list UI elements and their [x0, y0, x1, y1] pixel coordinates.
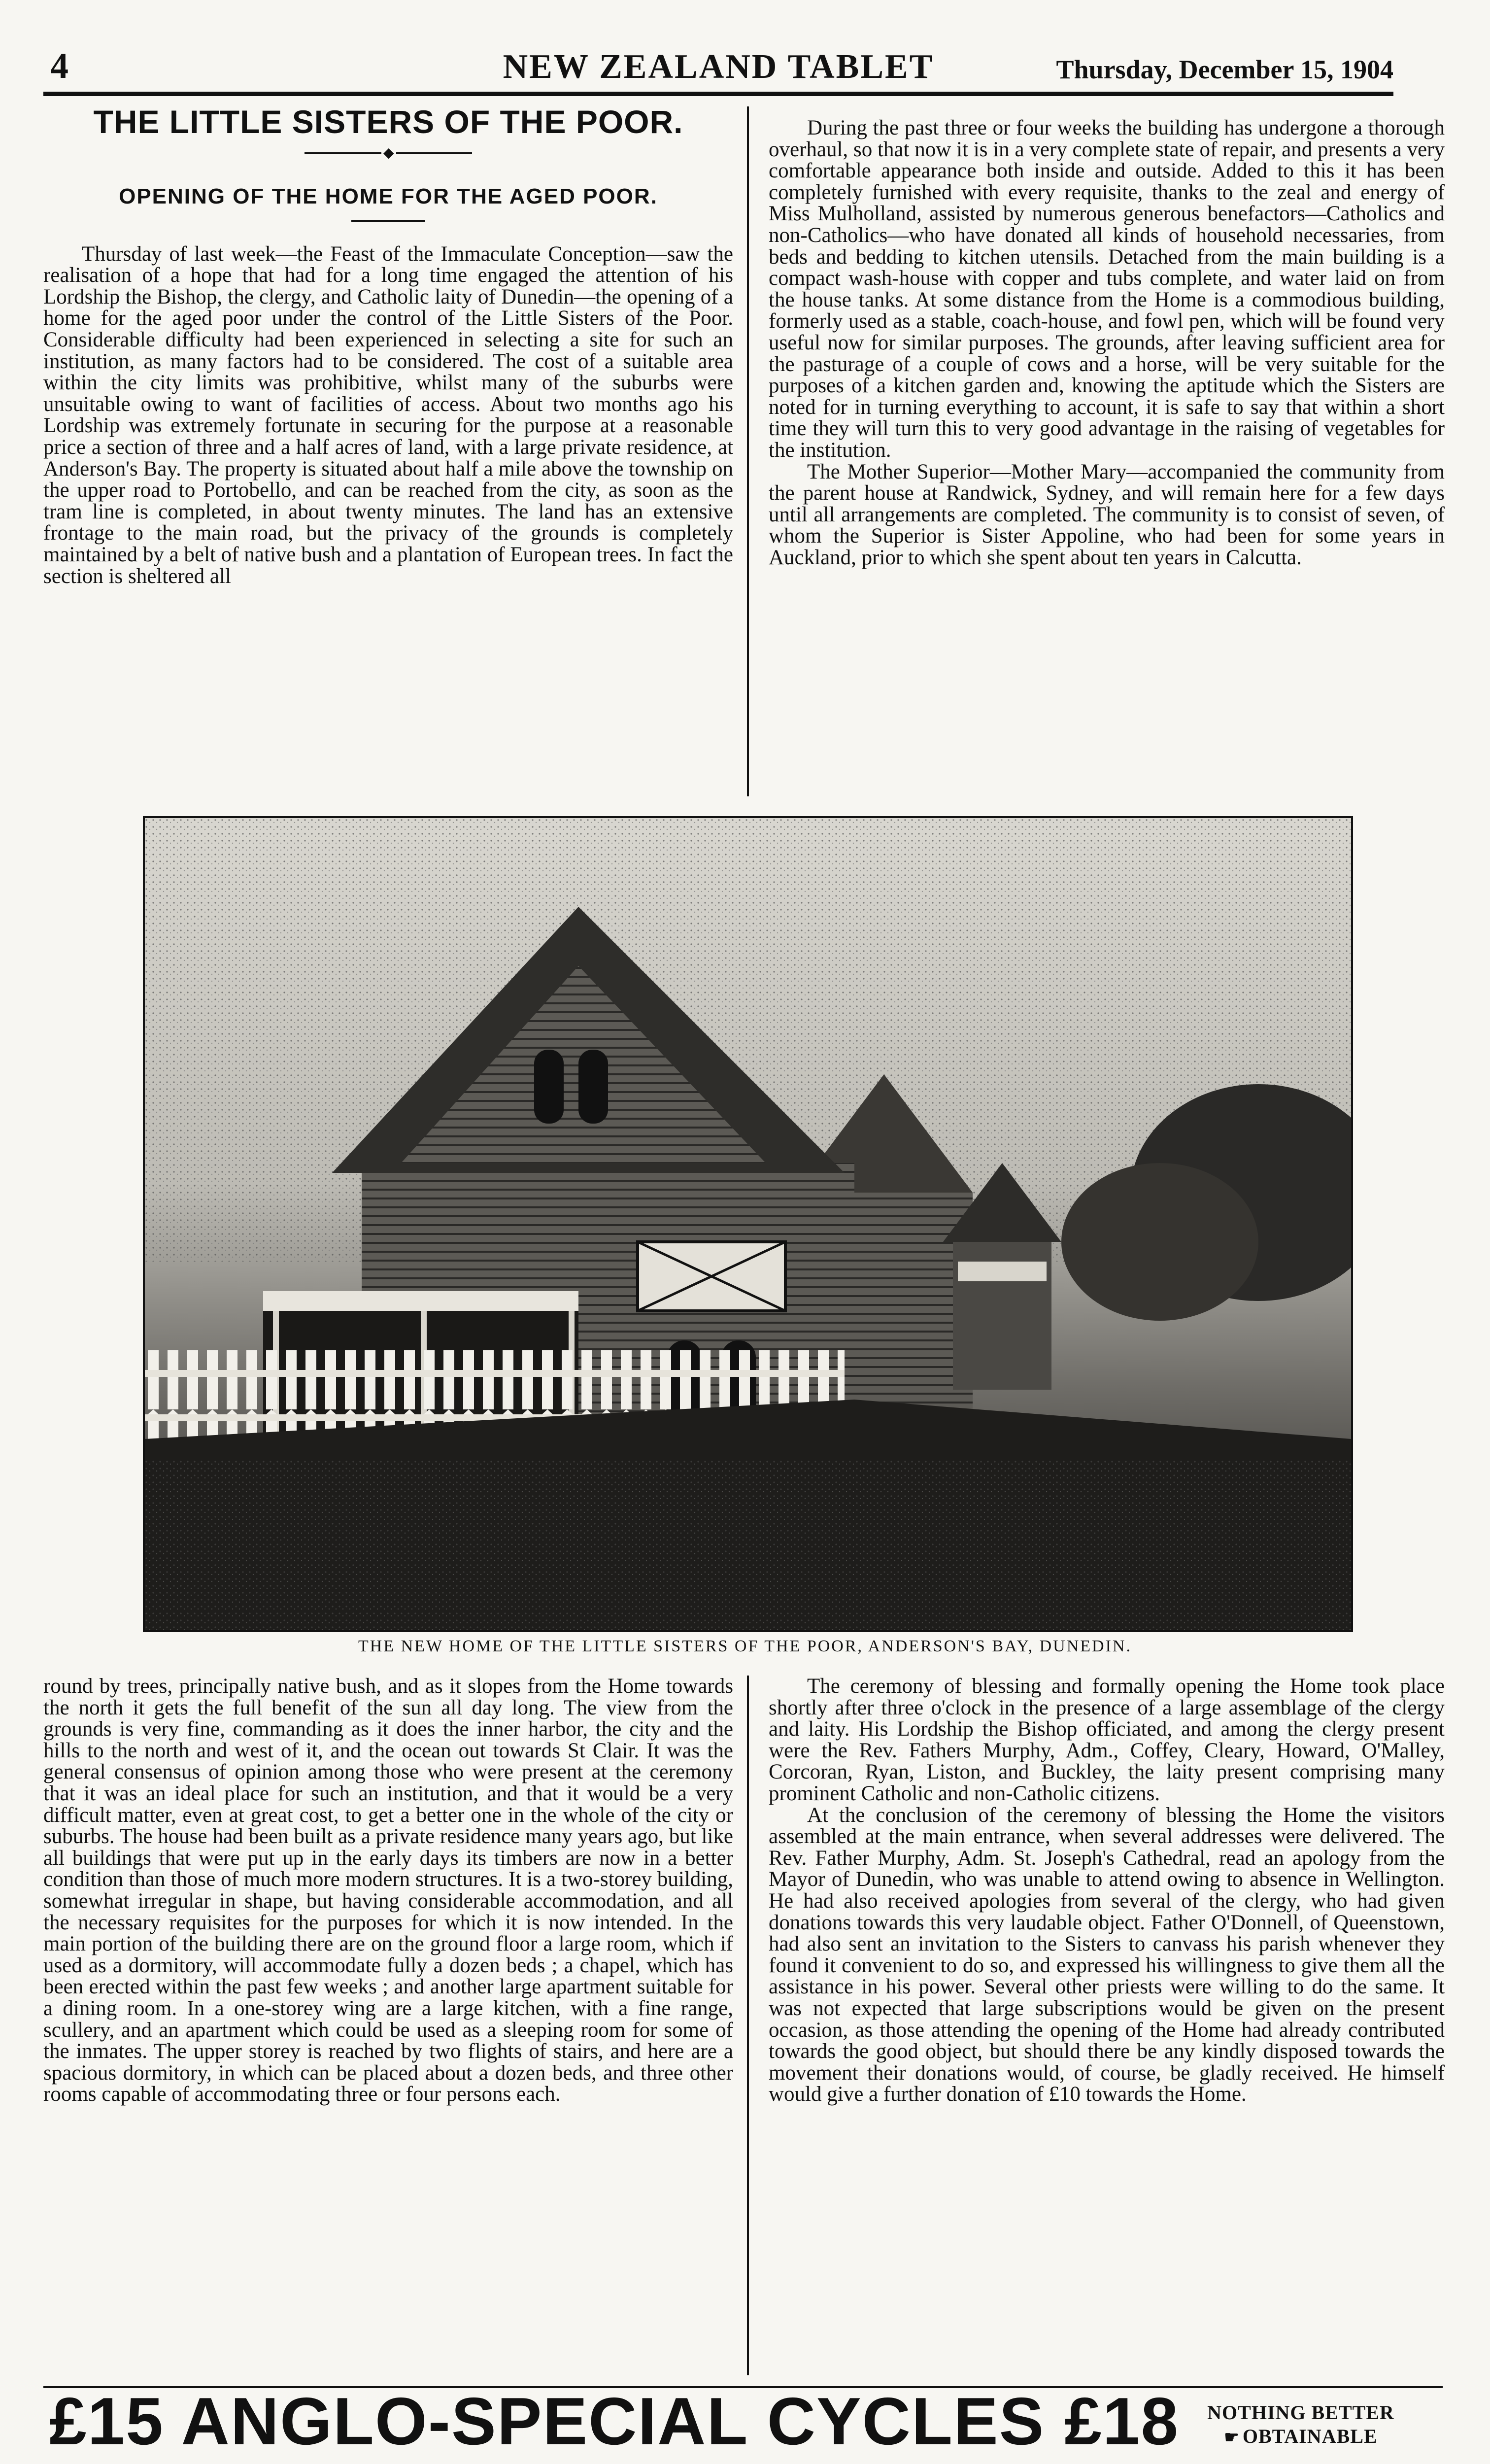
- pointing-hand-icon: ☛: [1224, 2429, 1240, 2447]
- paragraph: At the conclusion of the ceremony of blessing the Home the visitors assembled at the main entrance, when several addresses were delivered. The Rev. Father Murphy, Adm. St. Joseph's Cathedral, read an apology from the Mayor of Dunedin, who was unable to attend owing to absence in Wellington. He had also received apologies from several of the clergy, who had given donations towards this very laudable object. Father O'Donnell, of Queenstown, had also sent an invitation to the Sisters to canvass his parish whenever they found it convenient to do so, and expressed his willingness to give them all the assistance in his power. Several other priests were willing to do the same. It was not expected that large subscriptions would be given on the present occasion, as those attending the opening of the Home had already contributed towards the good object, but should there be any kindly disposed towards the movement their donations would, of course, be gladly received. He himself would give a further donation of £10 towards the Home.: [769, 1803, 1445, 2106]
- issue-date: Thursday, December 15, 1904: [1056, 55, 1393, 84]
- article-column-2: [769, 117, 1445, 568]
- house-photo-illustration: [145, 818, 1351, 1630]
- photograph-home-building: [143, 816, 1353, 1632]
- advertisement-tagline-2-text: OBTAINABLE: [1242, 2425, 1378, 2447]
- headline-separator: [305, 146, 472, 161]
- paragraph: round by trees, principally native bush, and as it slopes from the Home towards the north it gets the full benefit of the sun all day long. The view from the grounds is very fine, commanding as it does the inner harbor, the city and the hills to the north and west of it, and the ocean out towards St Clair. It was the general consensus of opinion among those who were present at the ceremony that it was an ideal place for such an institution, and that it would be a very difficult matter, even at great cost, to get a better one in the whole of the city or suburbs. The house had been built as a private residence many years ago, but like all buildings that were put up in the early days its timbers are now in a better condition than those of much more modern structures. It is a two-storey building, somewhat irregular in shape, but having considerable accommodation, and all the necessary requisites for the purposes for which it is now intended. In the main portion of the building there are on the ground floor a large room, which if used as a dormitory, will accommodate fully a dozen beds ; a chapel, which has been erected within the past few weeks ; and another large apartment suitable for a dining room. In a one-storey wing are a large kitchen, with a fine range, scullery, and an apartment which could be used as a sleeping room for some of the inmates. The upper storey is reached by two flights of stairs, and here are a spacious dormitory, in which can be placed about a dozen beds, and three other rooms capable of accommodating three or four persons each.: [43, 1675, 733, 2106]
- paragraph: Thursday of last week—the Feast of the Immaculate Conception—saw the realisation of a hope that had for a long time engaged the attention of his Lordship the Bishop, the clergy, and Catholic laity of Dunedin—the opening of a home for the aged poor under the control of the Little Sisters of the Poor. Considerable difficulty had been experienced in selecting a site for such an institution, as many factors had to be considered. The cost of a suitable area within the city limits was prohibitive, whilst many of the suburbs were unsuitable owing to want of facilities of access. About two months ago his Lordship was extremely fortunate in securing for the purpose at a reasonable price a section of three and a half acres of land, with a large private residence, at Anderson's Bay. The property is situated about half a mile above the township on the upper road to Portobello, and can be reached from the city, as soon as the tram line is completed, in about twenty minutes. The land has an extensive frontage to the main road, but the privacy of the grounds is completely maintained by a belt of native bush and a plantation of European trees. In fact the section is sheltered all: [43, 242, 733, 588]
- article-column-4: [769, 1676, 1445, 2105]
- article-headline: THE LITTLE SISTERS OF THE POOR.: [93, 103, 683, 140]
- column-divider-top: [747, 106, 749, 796]
- paragraph: During the past three or four weeks the building has undergone a thorough overhaul, so that now it is in a very complete state of repair, and presents a very comfortable appearance both inside and outside. Added to this it has been completely furnished with every requisite, thanks to the zeal and energy of Miss Mulholland, assisted by numerous generous benefactors—Catholics and non-Catholics—who have donated all kinds of household necessaries, from beds and bedding to kitchen utensils. Detached from the main building is a compact wash-house with copper and tubs complete, and water laid on from the house tanks. At some distance from the Home is a commodious building, formerly used as a stable, coach-house, and fowl pen, which will be found very useful now for similar purposes. The grounds, after leaving sufficient area for the pasturage of a couple of cows and a horse, will be very suitable for the purposes of a kitchen garden and, knowing the aptitude which the Sisters are noted for in turning everything to account, it is safe to say that within a short time they will turn this to very good advantage in the raising of vegetables for the institution.: [769, 116, 1445, 462]
- masthead-rule: [43, 92, 1393, 96]
- article-column-3: [43, 1676, 733, 2105]
- page-number: 4: [50, 46, 68, 86]
- photo-caption: THE NEW HOME OF THE LITTLE SISTERS OF THE POOR, ANDERSON'S BAY, DUNEDIN.: [358, 1637, 1132, 1655]
- paper-title: NEW ZEALAND TABLET: [503, 48, 934, 86]
- advertisement-headline: £15 ANGLO-SPECIAL CYCLES £18: [49, 2384, 1180, 2459]
- column-divider-bottom: [747, 1676, 749, 2375]
- masthead: [43, 45, 1393, 88]
- paragraph: The Mother Superior—Mother Mary—accompanied the community from the parent house at Randwick, Sydney, and will remain here for a few days until all arrangements are completed. The community is to consist of seven, of whom the Superior is Sister Appoline, who had been for some years in Auckland, prior to which she spent about ten years in Calcutta.: [769, 460, 1445, 569]
- article-column-1: [43, 103, 733, 588]
- advertisement-tagline-2: [1192, 2425, 1409, 2448]
- subheadline-rule: [351, 220, 425, 222]
- paragraph: The ceremony of blessing and formally opening the Home took place shortly after three o'clock in the presence of a large assemblage of the clergy and laity. His Lordship the Bishop officiated, and among the clergy present were the Rev. Fathers Murphy, Adm., Coffey, Cleary, Howard, O'Malley, Corcoran, Ryan, Liston, and Buckley, the laity present comprising many prominent Catholic and non-Catholic citizens.: [769, 1675, 1445, 1805]
- advertisement-tagline-1: NOTHING BETTER: [1207, 2401, 1394, 2424]
- article-subheadline: OPENING OF THE HOME FOR THE AGED POOR.: [119, 184, 658, 208]
- diamond-ornament-icon: ◆: [381, 147, 396, 160]
